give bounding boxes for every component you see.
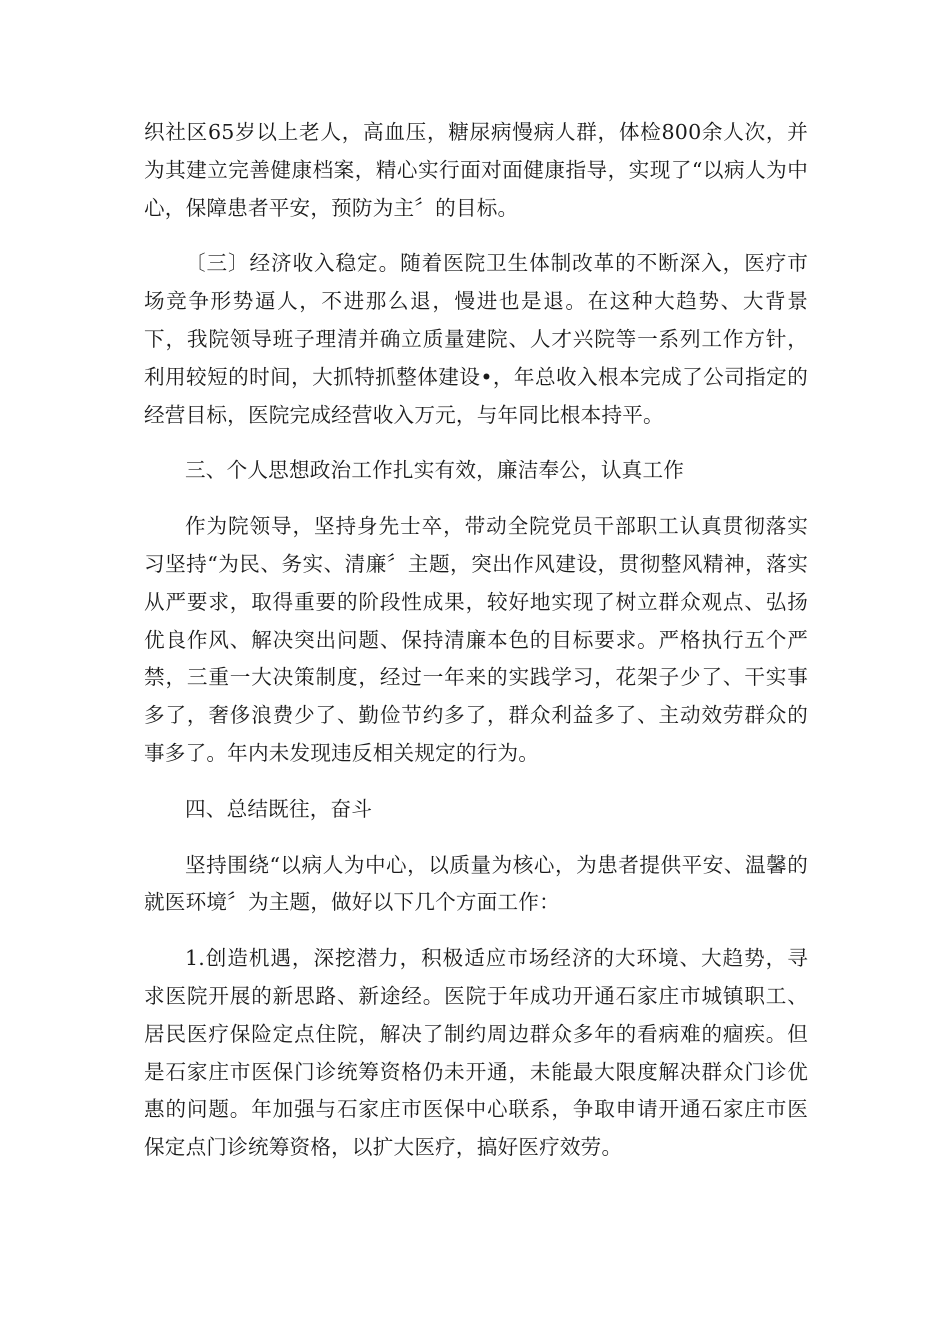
paragraph-economic-income: 〔三〕经济收入稳定。随着医院卫生体制改革的不断深入，医疗市场竞争形势逼人，不进那么退，慢进也是退。在这种大趋势、大背景下，我院领导班子理清并确立质量建院、人才兴院等一系列工作方针，利用较短的时间，大抓特抓整体建设•，年总收入根本完成了公司指定的经营目标，医院完成经营收入万元，与年同比根本持平。 [144, 251, 808, 427]
paragraph-item-1: 1.创造机遇，深挖潜力，积极适应市场经济的大环境、大趋势，寻求医院开展的新思路、新途经。医院于年成功开通石家庄市城镇职工、居民医疗保险定点住院，解决了制约周边群众多年的看病难的痼疾。但是石家庄市医保门诊统筹资格仍未开通，未能最大限度解决群众门诊优惠的问题。年加强与石家庄市医保中心联系，争取申请开通石家庄市医保定点门诊统筹资格，以扩大医疗，搞好医疗效劳。 [144, 946, 808, 1160]
paragraph-health-checkup: 织社区65岁以上老人，高血压，糖尿病慢病人群，体检800余人次，并为其建立完善健康档案，精心实行面对面健康指导，实现了“以病人为中心，保障患者平安，预防为主〞的目标。 [144, 120, 808, 220]
paragraph-political-work: 作为院领导，坚持身先士卒，带动全院党员干部职工认真贯彻落实习坚持“为民、务实、清廉〞主题，突出作风建设，贯彻整风精神，落实从严要求，取得重要的阶段性成果，较好地实现了树立群众观点、弘扬优良作风、解决突出问题、保持清廉本色的目标要求。严格执行五个严禁，三重一大决策制度，经过一年来的实践学习，花架子少了、干实事多了，奢侈浪费少了、勤俭节约多了，群众利益多了、主动效劳群众的事多了。年内未发现违反相关规定的行为。 [144, 514, 808, 765]
document-page [144, 114, 808, 1185]
section-heading-3: 三、个人思想政治工作扎实有效，廉洁奉公，认真工作 [185, 458, 685, 483]
paragraph-theme: 坚持围绕“以病人为中心，以质量为核心，为患者提供平安、温馨的就医环境〞为主题，做好以下几个方面工作： [144, 852, 808, 915]
section-heading-4: 四、总结既往，奋斗 [185, 796, 373, 821]
